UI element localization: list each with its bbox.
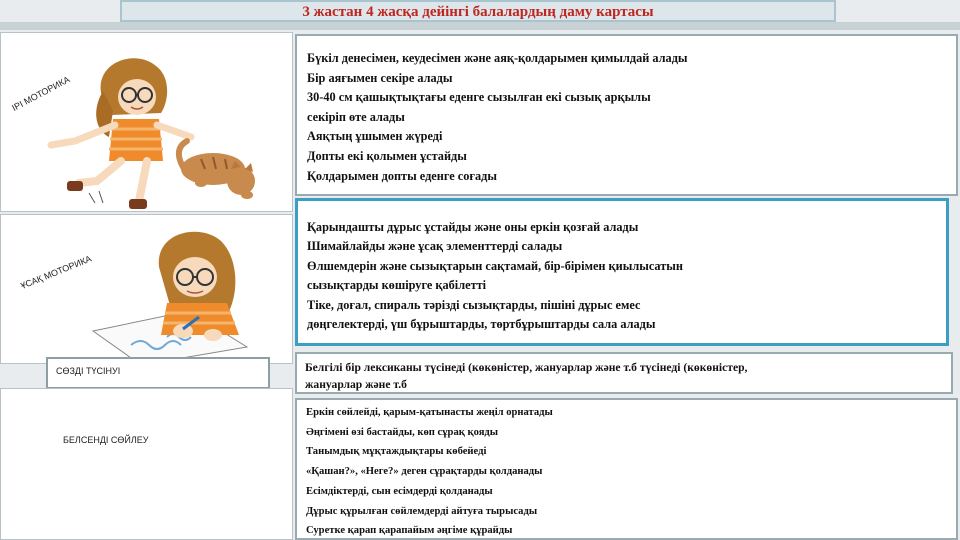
skill-line: Дұрыс құрылған сөйлемдерді айтуға тырысады [306, 505, 538, 517]
speech-understanding-label: СӨЗДІ ТҮСІНУІ [56, 366, 121, 376]
skill-line: Өлшемдерін және сызықтарын сақтамай, бір-бірімен қиылысатын [307, 258, 683, 273]
girl-drawing-illustration [71, 219, 291, 365]
gross-motor-skills-list [307, 49, 956, 186]
skill-line: Бір аяғымен секіре алады [307, 70, 453, 85]
girl-running-with-cat-illustration [41, 41, 291, 211]
speech-understanding-list [305, 359, 951, 393]
active-speech-label-cell [0, 388, 293, 540]
skill-line: дөңгелектерді, үш бұрыштарды, төртбұрыштарды сала алады [307, 317, 656, 332]
skill-line: Әңгімені өзі бастайды, көп сұрақ қояды [306, 426, 499, 438]
skill-line: 30-40 см қашықтықтағы еденге сызылған екі сызық арқылы [307, 90, 651, 105]
title-box [120, 0, 836, 22]
speech-understanding-label-box [46, 357, 270, 389]
fine-motor-label: ҰСАҚ МОТОРИКА [19, 253, 93, 291]
gross-motor-label: ІРІ МОТОРИКА [10, 74, 72, 113]
skill-line: Есімдіктерді, сын есімдерді қолданады [306, 485, 493, 497]
gross-motor-skills-cell [295, 34, 958, 196]
fine-motor-label-cell [0, 214, 293, 364]
skill-line: Қолдарымен допты еденге соғады [307, 168, 497, 183]
skill-line: Танымдық мұқтаждықтары көбейеді [306, 446, 487, 458]
skill-line: Еркін сөйлейді, қарым-қатынасты жеңіл орнатады [306, 407, 553, 418]
skill-line: Суретке қарап қарапайым әңгіме құрайды [306, 525, 513, 537]
active-speech-list [306, 403, 956, 540]
skill-line: Белгілі бір лексиканы түсінеді (көкөністер, жануарлар және т.б түсінеді (көкөністер, [305, 361, 748, 374]
active-speech-cell [295, 398, 958, 540]
fine-motor-skills-list [307, 218, 946, 334]
title-divider [0, 22, 960, 30]
skill-line: сызықтарды көшіруге қабілетті [307, 278, 487, 293]
speech-understanding-cell [295, 352, 953, 394]
skill-line: Бүкіл денесімен, кеудесімен және аяқ-қолдарымен қимылдай алады [307, 51, 688, 65]
skill-line: «Қашан?», «Неге?» деген сұрақтарды қолданады [306, 466, 543, 478]
skill-line: жануарлар және т.б [305, 378, 407, 391]
skill-line: Тіке, доғал, спираль тәрізді сызықтарды, пішіні дұрыс емес [307, 297, 641, 312]
gross-motor-label-cell [0, 32, 293, 212]
page-title: 3 жастан 4 жасқа дейінгі балалардың даму картасы [302, 4, 654, 20]
skill-line: Шимайлайды және ұсақ элементтерді салады [307, 239, 563, 254]
skill-line: Допты екі қолымен ұстайды [307, 148, 467, 163]
active-speech-label: БЕЛСЕНДІ СӨЙЛЕУ [63, 435, 149, 445]
fine-motor-skills-cell [295, 198, 949, 346]
skill-line: Аяқтың ұшымен жүреді [307, 129, 443, 144]
skill-line: Қарындашты дұрыс ұстайды және оны еркін қозғай алады [307, 220, 639, 234]
skill-line: секіріп өте алады [307, 109, 405, 124]
